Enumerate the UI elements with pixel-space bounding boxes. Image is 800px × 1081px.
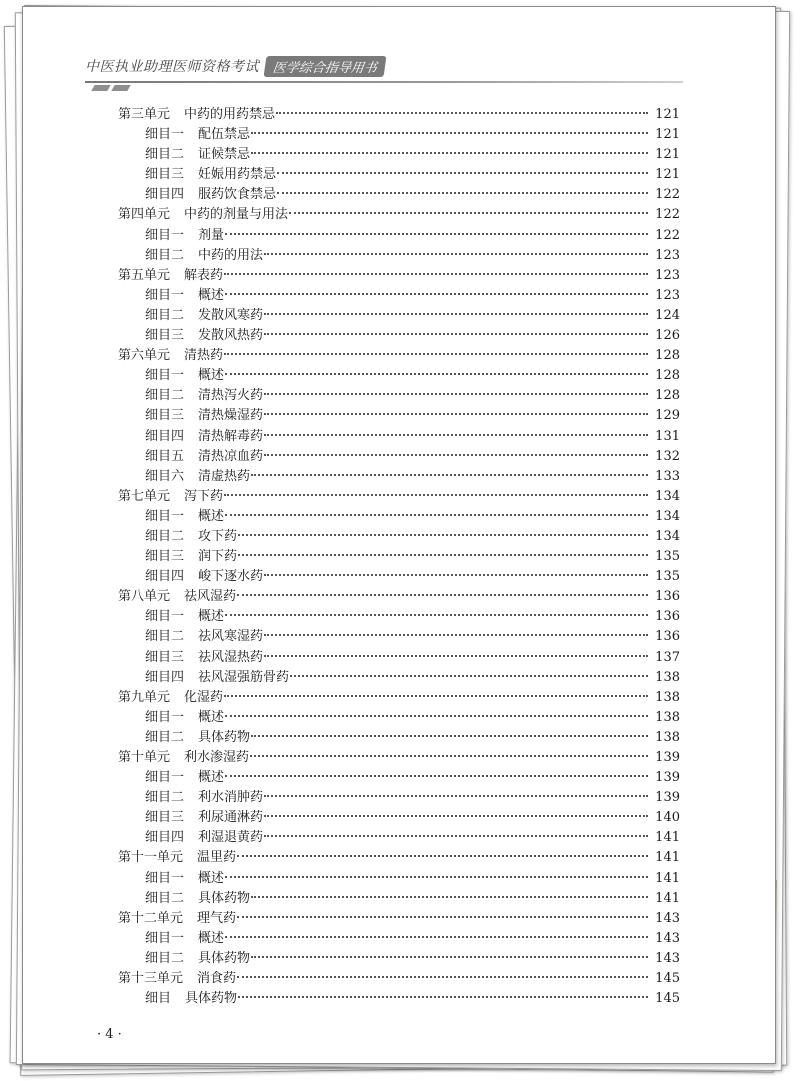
toc-entry-label: 细目一 (145, 508, 185, 524)
toc-entry-label: 细目二 (145, 388, 185, 404)
toc-entry-label: 细目四 (145, 187, 185, 203)
toc-subentry[interactable] (118, 406, 680, 426)
toc-entry-page: 139 (655, 770, 680, 786)
toc-subentry[interactable] (118, 808, 680, 828)
toc-entry-label: 细目一 (145, 287, 185, 303)
toc-entry-page: 123 (655, 247, 680, 263)
toc-entry-label: 第十二单元 (118, 910, 184, 926)
toc-entry-label: 第十三单元 (118, 971, 184, 987)
toc-subentry[interactable] (118, 447, 680, 467)
toc-leader-dots (251, 152, 648, 154)
toc-entry-page: 123 (655, 287, 680, 303)
toc-entry-title: 利水渗湿药 (184, 750, 250, 765)
toc-entry-page: 123 (655, 267, 680, 283)
toc-entry-label: 细目二 (145, 528, 185, 544)
toc-leader-dots (264, 655, 648, 657)
toc-leader-dots (264, 313, 648, 315)
header-title: 中医执业助理医师资格考试 (85, 59, 259, 75)
toc-entry-title: 温里药 (197, 850, 237, 866)
toc-leader-dots (225, 293, 648, 295)
toc-leader-dots (224, 494, 648, 496)
toc-subentry[interactable] (118, 185, 680, 205)
toc-entry-label: 细目三 (145, 408, 185, 424)
toc-unit-entry[interactable] (118, 205, 680, 225)
toc-leader-dots (225, 775, 648, 777)
toc-entry-label: 细目一 (145, 368, 185, 384)
toc-unit-entry[interactable] (118, 848, 680, 868)
toc-entry-page: 128 (655, 348, 680, 364)
toc-entry-label: 细目六 (145, 468, 185, 484)
toc-leader-dots (264, 413, 648, 415)
toc-leader-dots (225, 233, 648, 235)
toc-entry-label: 细目一 (145, 770, 185, 786)
toc-subentry[interactable] (118, 226, 680, 246)
toc-entry-title: 清热解毒药 (198, 428, 264, 444)
toc-entry-title: 化湿药 (184, 689, 224, 705)
toc-entry-page: 136 (655, 609, 680, 625)
toc-entry-page: 124 (655, 307, 680, 323)
toc-entry-label: 第四单元 (118, 207, 171, 223)
toc-entry-label: 细目三 (145, 549, 185, 565)
toc-entry-title: 利水消肿药 (198, 790, 264, 806)
toc-leader-dots (251, 956, 648, 958)
toc-entry-label: 细目一 (145, 930, 185, 946)
toc-leader-dots (264, 253, 648, 255)
toc-unit-entry[interactable] (118, 487, 680, 507)
toc-entry-title: 中药的用药禁忌 (184, 107, 276, 122)
toc-entry-label: 细目一 (145, 127, 185, 143)
toc-entry-title: 润下药 (198, 549, 238, 565)
toc-entry-page: 141 (655, 850, 680, 866)
toc-leader-dots (290, 675, 648, 677)
toc-entry-title: 利尿通淋药 (198, 810, 264, 826)
toc-entry-title: 利湿退黄药 (198, 830, 264, 846)
toc-entry-label: 第十一单元 (118, 850, 184, 866)
header-badge: 医学综合指导用书 (264, 56, 387, 77)
toc-entry-page: 143 (655, 950, 680, 966)
toc-entry-label: 细目三 (145, 810, 185, 826)
toc-entry-title: 中药的用法 (198, 247, 264, 263)
toc-entry-title: 剂量 (198, 227, 225, 243)
toc-entry-title: 妊娠用药禁忌 (198, 167, 277, 183)
toc-entry-title: 泻下药 (184, 488, 224, 504)
toc-entry-label: 细目四 (145, 669, 185, 685)
toc-entry-title: 概述 (198, 870, 225, 886)
toc-leader-dots (264, 815, 648, 817)
toc-entry-label: 细目三 (145, 328, 185, 344)
toc-entry-title: 概述 (198, 930, 225, 946)
toc-subentry[interactable] (118, 668, 680, 688)
toc-leader-dots (251, 474, 648, 476)
toc-entry-page: 137 (655, 649, 680, 665)
toc-leader-dots (224, 695, 648, 697)
toc-entry-title: 祛风湿强筋骨药 (198, 669, 290, 685)
toc-entry-title: 清热燥湿药 (198, 408, 264, 424)
toc-entry-page: 145 (655, 971, 680, 987)
toc-entry-title: 具体药物 (185, 991, 238, 1007)
toc-entry-page: 121 (655, 167, 680, 183)
toc-leader-dots (225, 614, 648, 616)
toc-leader-dots (264, 574, 648, 576)
toc-entry-title: 清热药 (184, 348, 224, 364)
toc-subentry[interactable] (118, 989, 680, 1009)
toc-leader-dots (251, 132, 648, 134)
toc-entry-title: 概述 (198, 368, 225, 384)
toc-entry-label: 细目五 (145, 448, 185, 464)
toc-leader-dots (237, 976, 648, 978)
toc-subentry[interactable] (118, 929, 680, 949)
toc-entry-page: 134 (655, 488, 680, 504)
toc-entry-page: 141 (655, 870, 680, 886)
toc-entry-page: 121 (655, 107, 680, 122)
toc-leader-dots (238, 554, 648, 556)
toc-entry-page: 135 (655, 549, 680, 565)
toc-entry-label: 第八单元 (118, 589, 171, 605)
toc-subentry[interactable] (118, 547, 680, 567)
toc-unit-entry[interactable] (118, 909, 680, 929)
toc-entry-title: 攻下药 (198, 528, 238, 544)
toc-entry-page: 143 (655, 910, 680, 926)
toc-leader-dots (237, 855, 648, 857)
toc-subentry[interactable] (118, 889, 680, 909)
toc-entry-page: 134 (655, 508, 680, 524)
toc-entry-title: 具体药物 (198, 729, 251, 745)
toc-entry-title: 配伍禁忌 (198, 127, 251, 143)
toc-entry-page: 131 (655, 428, 680, 444)
toc-entry-title: 清热泻火药 (198, 388, 264, 404)
toc-entry-page: 145 (655, 991, 680, 1007)
toc-leader-dots (264, 835, 648, 837)
toc-leader-dots (224, 273, 648, 275)
toc-leader-dots (277, 192, 648, 194)
toc-leader-dots (251, 896, 648, 898)
toc-entry-page: 128 (655, 368, 680, 384)
toc-entry-label: 细目二 (145, 950, 185, 966)
toc-subentry[interactable] (118, 125, 680, 145)
toc-subentry[interactable] (118, 728, 680, 748)
toc-entry-label: 第五单元 (118, 267, 171, 283)
toc-leader-dots (225, 373, 648, 375)
toc-entry-label: 细目二 (145, 247, 185, 263)
page-number: · 4 · (97, 1027, 122, 1042)
toc-entry-label: 第九单元 (118, 689, 171, 705)
header-decoration (93, 85, 133, 93)
toc-entry-label: 细目三 (145, 649, 185, 665)
toc-entry-page: 138 (655, 669, 680, 685)
toc-subentry[interactable] (118, 246, 680, 266)
toc-subentry[interactable] (118, 869, 680, 889)
toc-entry-page: 140 (655, 810, 680, 826)
toc-subentry[interactable] (118, 527, 680, 547)
toc-leader-dots (225, 936, 648, 938)
toc-entry-title: 峻下逐水药 (198, 569, 264, 585)
toc-subentry[interactable] (118, 145, 680, 165)
toc-entry-label: 细目 (145, 991, 172, 1007)
toc-leader-dots (264, 634, 648, 636)
running-header (85, 55, 385, 77)
toc-entry-label: 细目一 (145, 870, 185, 886)
toc-entry-label: 细目三 (145, 167, 185, 183)
toc-subentry[interactable] (118, 627, 680, 647)
toc-subentry[interactable] (118, 949, 680, 969)
header-rule (85, 81, 683, 83)
toc-subentry[interactable] (118, 286, 680, 306)
toc-subentry[interactable] (118, 366, 680, 386)
toc-leader-dots (225, 715, 648, 717)
table-of-contents (118, 105, 680, 1009)
toc-entry-title: 发散风寒药 (198, 307, 264, 323)
toc-entry-page: 121 (655, 147, 680, 163)
toc-leader-dots (237, 916, 648, 918)
toc-leader-dots (277, 172, 648, 174)
toc-entry-label: 细目二 (145, 790, 185, 806)
toc-entry-title: 解表药 (184, 267, 224, 283)
toc-entry-page: 141 (655, 830, 680, 846)
toc-entry-label: 第三单元 (118, 107, 171, 122)
toc-subentry[interactable] (118, 648, 680, 668)
toc-entry-title: 祛风湿热药 (198, 649, 264, 665)
toc-entry-page: 136 (655, 589, 680, 605)
toc-entry-label: 第十单元 (118, 750, 171, 765)
toc-entry-title: 祛风湿药 (184, 589, 237, 605)
toc-leader-dots (264, 434, 648, 436)
toc-leader-dots (225, 514, 648, 516)
toc-leader-dots (264, 795, 648, 797)
toc-subentry[interactable] (118, 708, 680, 728)
toc-entry-page: 138 (655, 729, 680, 745)
toc-subentry[interactable] (118, 567, 680, 587)
toc-entry-page: 134 (655, 528, 680, 544)
toc-leader-dots (225, 876, 648, 878)
toc-subentry[interactable] (118, 326, 680, 346)
toc-leader-dots (238, 534, 648, 536)
toc-entry-title: 发散风热药 (198, 328, 264, 344)
toc-subentry[interactable] (118, 165, 680, 185)
toc-entry-label: 细目二 (145, 629, 185, 645)
toc-entry-label: 第六单元 (118, 348, 171, 364)
toc-entry-title: 消食药 (197, 971, 237, 987)
toc-subentry[interactable] (118, 607, 680, 627)
toc-unit-entry[interactable] (118, 587, 680, 607)
toc-subentry[interactable] (118, 828, 680, 848)
toc-entry-page: 122 (655, 227, 680, 243)
toc-entry-title: 概述 (198, 508, 225, 524)
toc-entry-label: 细目二 (145, 307, 185, 323)
toc-leader-dots (264, 454, 648, 456)
toc-entry-label: 细目二 (145, 729, 185, 745)
toc-entry-title: 概述 (198, 287, 225, 303)
toc-leader-dots (238, 996, 648, 998)
toc-entry-title: 概述 (198, 709, 225, 725)
toc-subentry[interactable] (118, 467, 680, 487)
toc-unit-entry[interactable] (118, 266, 680, 286)
toc-entry-label: 细目四 (145, 830, 185, 846)
toc-entry-page: 133 (655, 468, 680, 484)
toc-leader-dots (264, 333, 648, 335)
toc-leader-dots (289, 212, 648, 214)
toc-leader-dots (251, 735, 648, 737)
toc-entry-page: 121 (655, 127, 680, 143)
toc-entry-title: 具体药物 (198, 950, 251, 966)
toc-entry-title: 概述 (198, 609, 225, 625)
toc-entry-title: 祛风寒湿药 (198, 629, 264, 645)
toc-entry-title: 概述 (198, 770, 225, 786)
toc-unit-entry[interactable] (118, 688, 680, 708)
toc-entry-label: 细目四 (145, 428, 185, 444)
toc-entry-label: 第七单元 (118, 488, 171, 504)
toc-subentry[interactable] (118, 507, 680, 527)
toc-subentry[interactable] (118, 306, 680, 326)
toc-unit-entry[interactable] (118, 748, 680, 768)
toc-entry-label: 细目一 (145, 609, 185, 625)
toc-entry-label: 细目一 (145, 709, 185, 725)
toc-unit-entry[interactable] (118, 346, 680, 366)
toc-entry-title: 服药饮食禁忌 (198, 187, 277, 203)
toc-leader-dots (250, 755, 648, 757)
toc-entry-page: 128 (655, 388, 680, 404)
toc-entry-page: 138 (655, 689, 680, 705)
toc-subentry[interactable] (118, 788, 680, 808)
toc-entry-title: 中药的剂量与用法 (184, 207, 289, 223)
toc-entry-page: 126 (655, 328, 680, 344)
toc-subentry[interactable] (118, 386, 680, 406)
toc-entry-title: 清热凉血药 (198, 448, 264, 464)
toc-entry-label: 细目二 (145, 147, 185, 163)
toc-entry-page: 129 (655, 408, 680, 424)
toc-entry-page: 136 (655, 629, 680, 645)
toc-entry-title: 证候禁忌 (198, 147, 251, 163)
toc-subentry[interactable] (118, 427, 680, 447)
toc-entry-page: 135 (655, 569, 680, 585)
toc-unit-entry[interactable] (118, 105, 680, 125)
document-page (22, 6, 776, 1064)
toc-leader-dots (237, 594, 648, 596)
toc-entry-label: 细目四 (145, 569, 185, 585)
toc-entry-page: 143 (655, 930, 680, 946)
toc-entry-label: 细目二 (145, 890, 185, 906)
toc-leader-dots (276, 112, 648, 114)
toc-leader-dots (224, 353, 648, 355)
toc-entry-page: 122 (655, 207, 680, 223)
toc-entry-title: 清虚热药 (198, 468, 251, 484)
toc-entry-page: 141 (655, 890, 680, 906)
toc-leader-dots (264, 393, 648, 395)
toc-unit-entry[interactable] (118, 969, 680, 989)
toc-entry-page: 132 (655, 448, 680, 464)
toc-entry-page: 122 (655, 187, 680, 203)
toc-subentry[interactable] (118, 768, 680, 788)
toc-entry-page: 139 (655, 750, 680, 765)
toc-entry-label: 细目一 (145, 227, 185, 243)
toc-entry-page: 138 (655, 709, 680, 725)
toc-entry-title: 理气药 (197, 910, 237, 926)
toc-entry-page: 139 (655, 790, 680, 806)
toc-entry-title: 具体药物 (198, 890, 251, 906)
